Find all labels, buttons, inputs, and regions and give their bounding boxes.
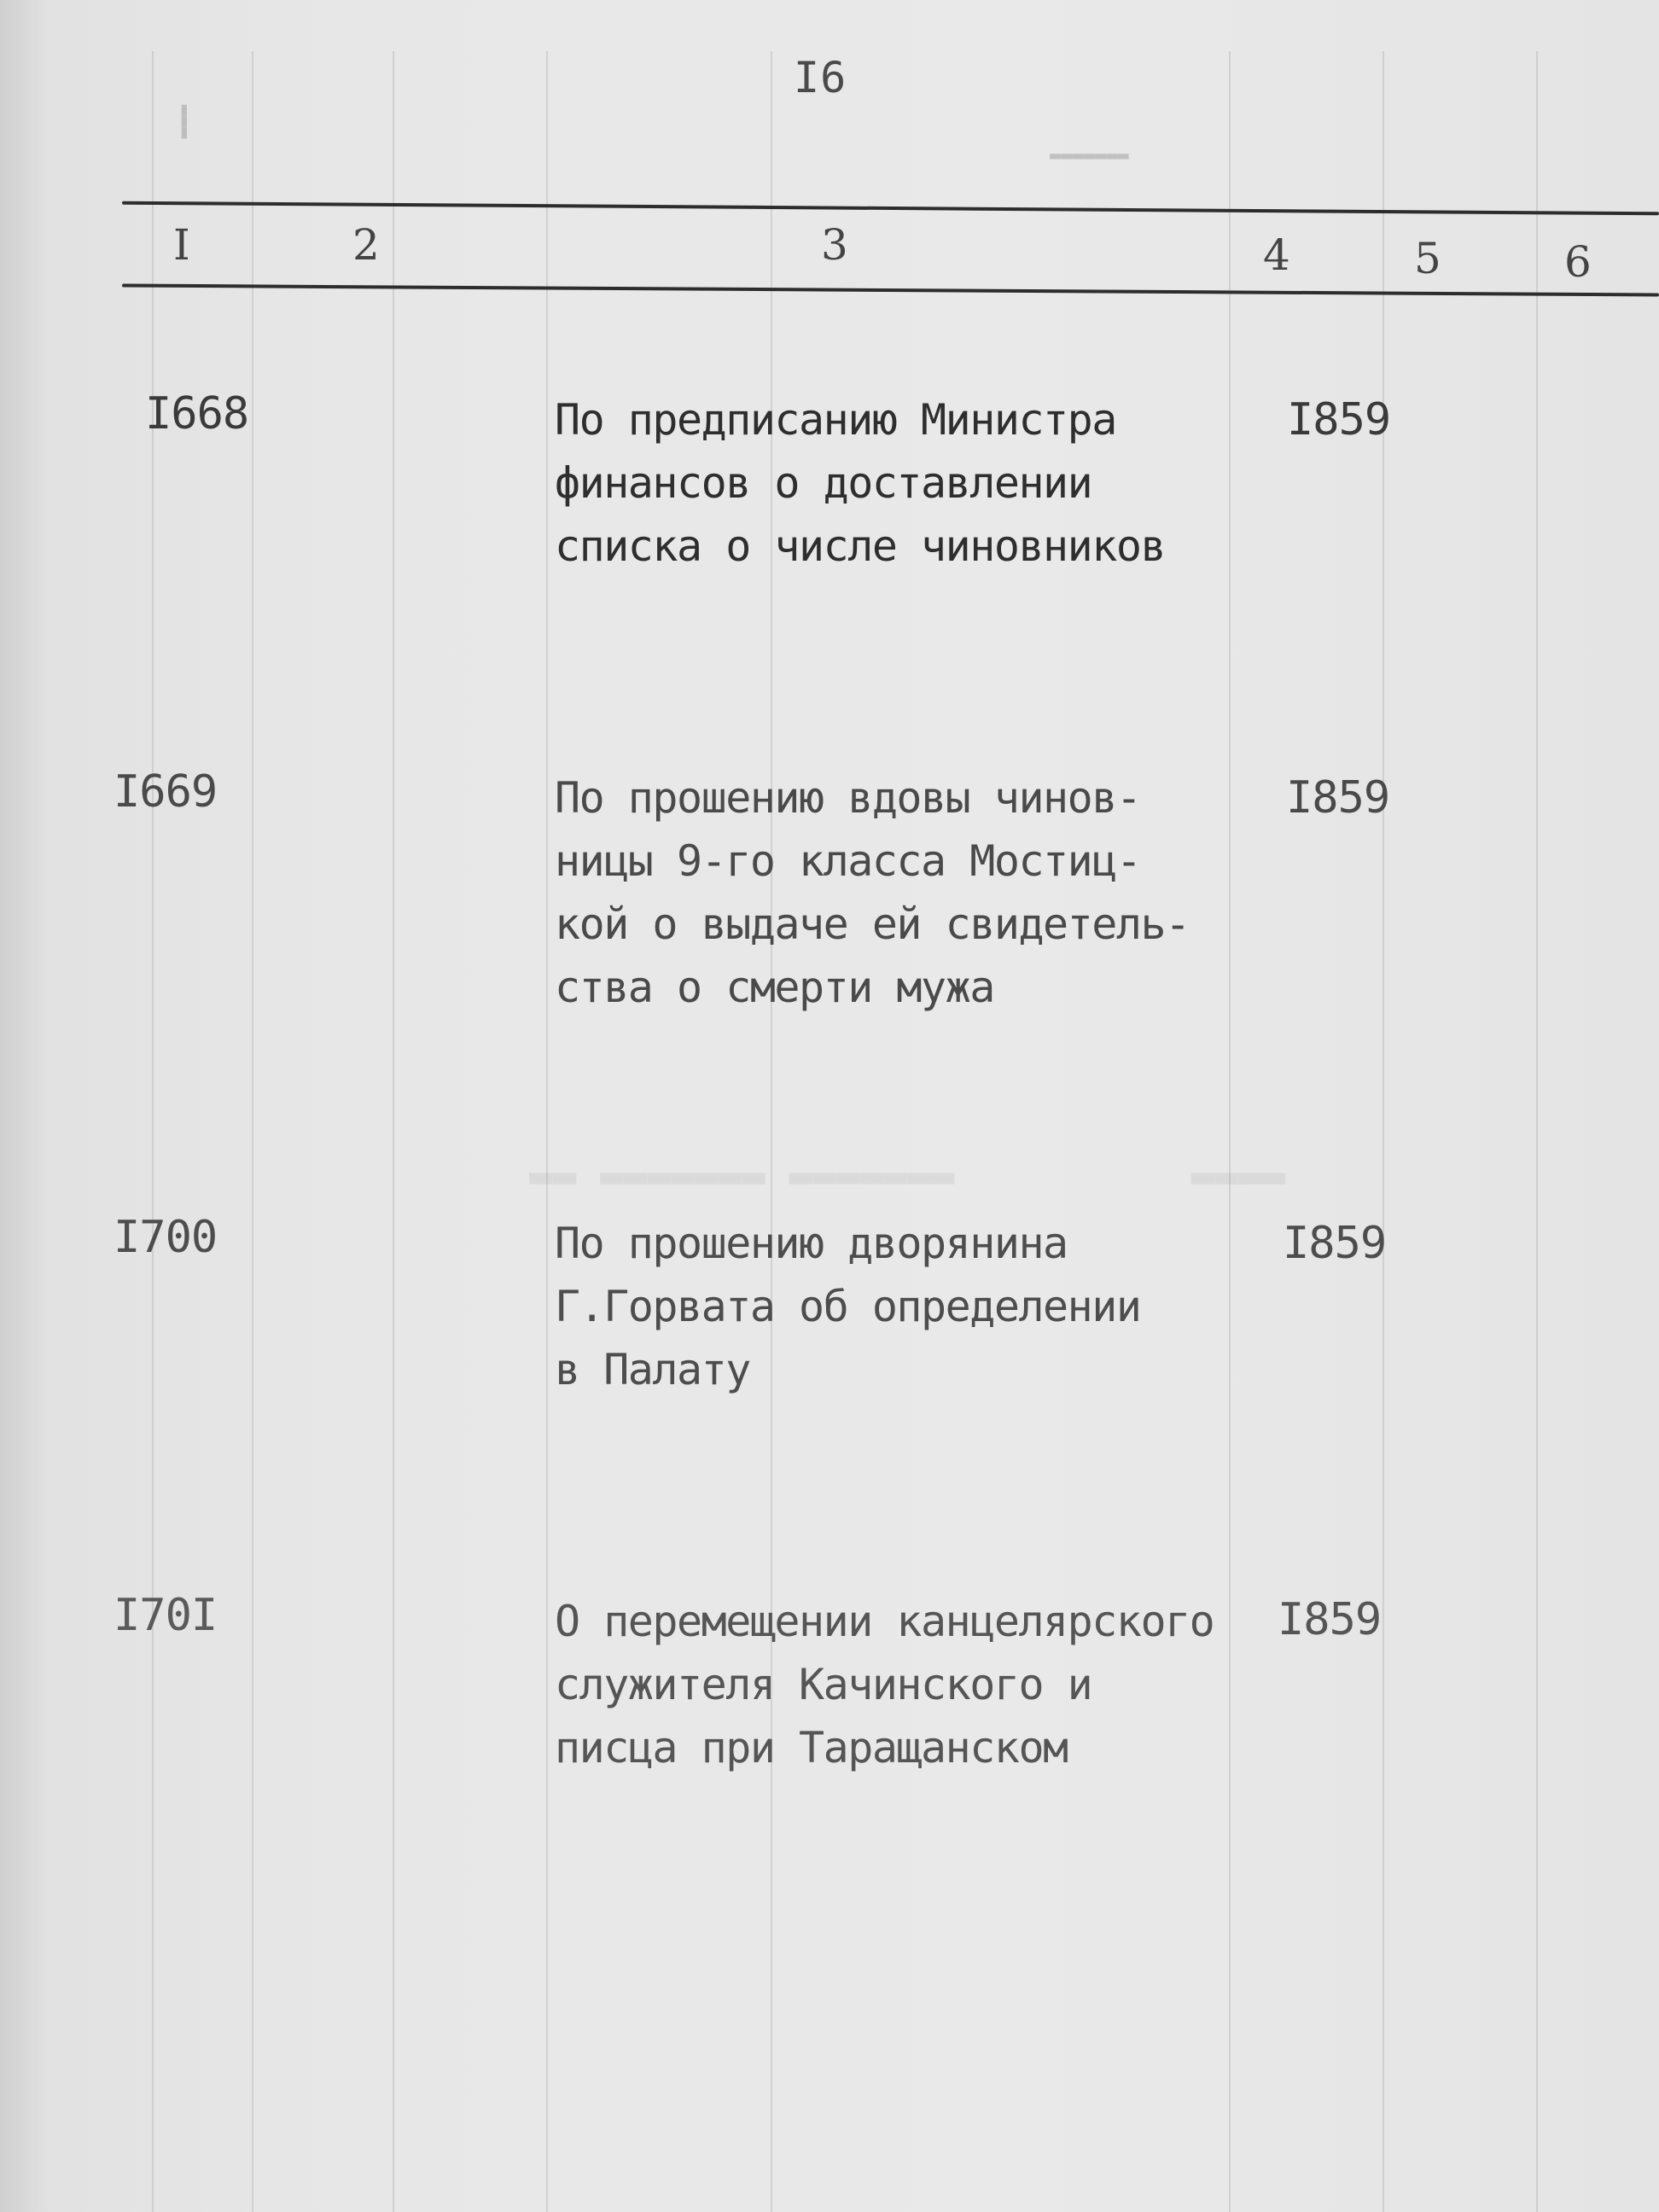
column-rule [393, 51, 394, 2212]
entry-number: I669 [114, 766, 218, 818]
entry-line: списка о числе чиновников [555, 521, 1166, 571]
column-number-6: 6 [1564, 237, 1592, 287]
entry-description [555, 388, 1165, 578]
column-rule [252, 51, 253, 2212]
entry-number: I700 [114, 1212, 218, 1263]
column-number-2: 2 [352, 220, 380, 270]
faded-form-header: ▬▬▬ [172, 104, 195, 139]
column-rule [1536, 51, 1538, 2212]
column-rule [546, 51, 548, 2212]
entry-line: По предписанию Министра [555, 395, 1116, 445]
column-number-3: 3 [821, 220, 848, 270]
entry-number: I70I [114, 1590, 218, 1641]
column-rule [1382, 51, 1384, 2212]
column-rule [1229, 51, 1231, 2212]
column-number-1: I [173, 220, 190, 270]
entry-line: финансов о доставлении [555, 458, 1092, 508]
entry-description [555, 1212, 1140, 1401]
entry-line: ницы 9-го класса Мостиц- [555, 836, 1141, 886]
page-number: I6 [794, 53, 847, 102]
entry-year: I859 [1278, 1594, 1382, 1645]
entry-description [555, 1590, 1214, 1779]
entry-line: Г.Горвата об определении [555, 1282, 1141, 1331]
show-through-text: ▬▬ ▬▬▬▬▬▬▬ ▬▬▬▬▬▬▬ ▬▬▬▬ [529, 1152, 1286, 1198]
column-rule [771, 51, 772, 2212]
entry-line: писца при Таращанском [555, 1723, 1068, 1773]
faded-form-header: ▬▬▬▬▬▬▬ [1050, 145, 1129, 166]
entry-line: кой о выдаче ей свидетель- [555, 899, 1190, 949]
header-top-rule [122, 201, 1659, 216]
entry-year: I859 [1287, 394, 1391, 445]
entry-line: По прошению дворянина [555, 1219, 1068, 1268]
entry-line: О перемещении канцелярского [555, 1597, 1214, 1646]
column-number-5: 5 [1414, 234, 1441, 283]
entry-line: ства о смерти мужа [555, 963, 994, 1012]
entry-number: I668 [145, 388, 249, 439]
entry-line: в Палату [555, 1345, 750, 1394]
entry-description [555, 766, 1190, 1019]
entry-line: По прошению вдовы чинов- [555, 773, 1141, 823]
header-bottom-rule [122, 283, 1659, 296]
entry-line: служителя Качинского и [555, 1660, 1092, 1709]
column-rule [152, 51, 154, 2212]
entry-year: I859 [1286, 772, 1390, 824]
entry-year: I859 [1283, 1218, 1387, 1269]
column-number-4: 4 [1263, 230, 1290, 280]
